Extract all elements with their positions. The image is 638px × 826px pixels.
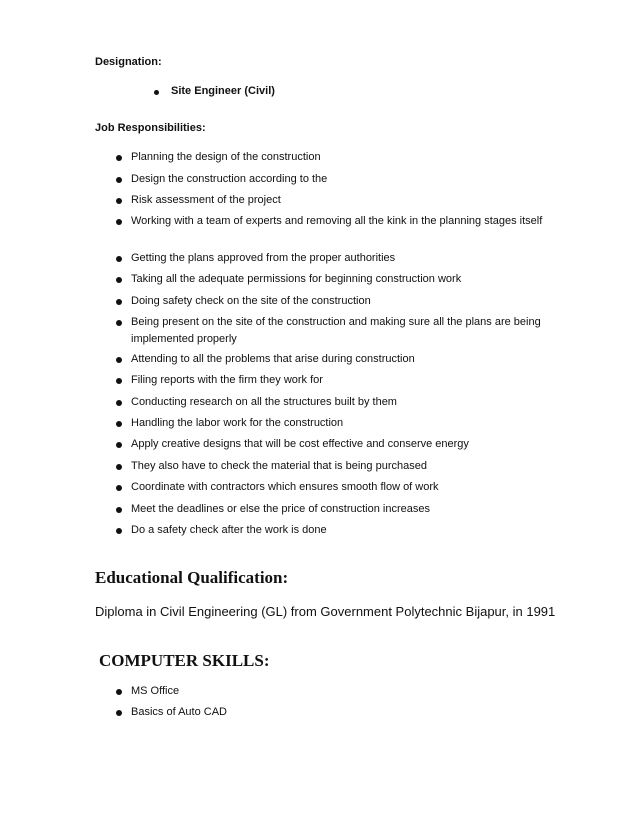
- education-text: Diploma in Civil Engineering (GL) from Government Polytechnic Bijapur, in 1991: [95, 604, 556, 619]
- bullet-icon: [116, 357, 122, 363]
- bullet-icon: [116, 155, 122, 161]
- bullet-icon: [154, 90, 159, 95]
- bullet-icon: [116, 710, 122, 716]
- education-heading: Educational Qualification:: [95, 568, 289, 587]
- bullet-icon: [116, 400, 122, 406]
- bullet-icon: [116, 528, 122, 534]
- bullet-icon: [116, 256, 122, 262]
- bullet-icon: [116, 198, 122, 204]
- bullet-icon: [116, 320, 122, 326]
- bullet-icon: [116, 177, 122, 183]
- bullet-icon: [116, 277, 122, 283]
- bullet-icon: [116, 378, 122, 384]
- bullet-icon: [116, 421, 122, 427]
- computer-skills-heading: COMPUTER SKILLS:: [99, 651, 270, 670]
- bullet-icon: [116, 219, 122, 225]
- designation-value: Site Engineer (Civil): [171, 85, 275, 97]
- bullet-icon: [116, 507, 122, 513]
- bullet-icon: [116, 299, 122, 305]
- resume-page: Designation: Site Engineer (Civil) Job Responsibilities: Planning the design of the construction Design the construction according to the Risk assessment of the project Working with a team of experts and removing all the kink in the planning stages itself Getting the plans approved from the proper authorities Taking all the adequate permissions for beginning construction work Doing safety check on the site of the construction Being present on the site of the construction and making sure all the plans are being implemented properly Attending to all the problems that arise during construction Filing reports with the firm they work for Conducting research on all the structures built by them Handling the labor work for the construction Apply creative designs that will be cost effective and conserve energy They also have to check the material that is being purchased Coordinate with contractors which ensures smooth flow of work Meet the deadlines or else the price of construction increases Do a safety check after the work is done Educational Qualification: Diploma in Civil Engineering (GL) from Government Polytechnic Bijapur, in 1991 COMPUTER SKILLS: MS Office Basics of Auto CAD: [95, 56, 556, 718]
- bullet-icon: [116, 689, 122, 695]
- bullet-icon: [116, 485, 122, 491]
- bullet-icon: [116, 442, 122, 448]
- job-responsibilities-heading: Job Responsibilities:: [95, 122, 206, 134]
- bullet-icon: [116, 464, 122, 470]
- designation-heading: Designation:: [95, 56, 162, 68]
